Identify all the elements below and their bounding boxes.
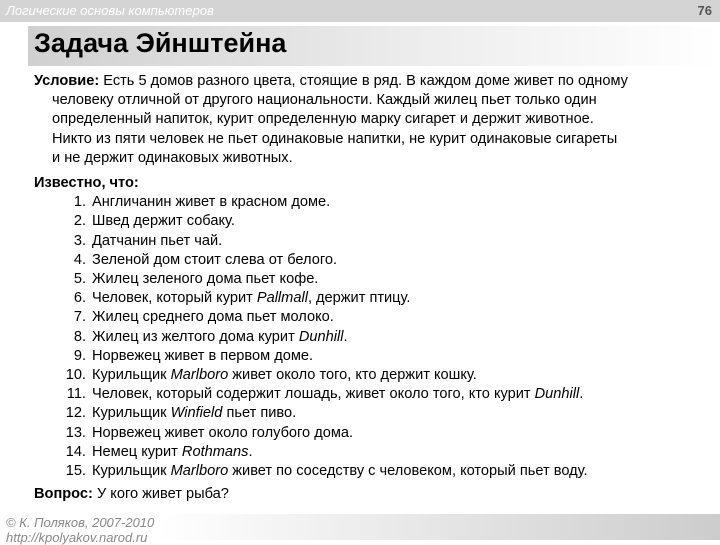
item-number: 10. <box>65 367 86 384</box>
item-number: 12. <box>65 405 86 422</box>
condition-line: и не держит одинаковых животных. <box>52 149 293 166</box>
condition-label: Условие: <box>34 73 100 89</box>
known-item <box>34 385 706 404</box>
course-title: Логические основы компьютеров <box>6 3 214 18</box>
known-item <box>34 347 706 366</box>
item-number: 14. <box>65 443 86 460</box>
item-text: Жилец зеленого дома пьет кофе. <box>92 271 319 288</box>
item-text: Человек, который курит <box>92 290 257 307</box>
item-number: 5. <box>73 271 86 288</box>
title-banner <box>28 26 720 66</box>
brand-name: Marlboro <box>170 463 229 480</box>
item-text: Датчанин пьет чай. <box>92 232 223 249</box>
copyright: © К. Поляков, 2007-2010 <box>6 515 155 530</box>
condition-block <box>34 72 706 168</box>
brand-name: Dunhill <box>534 386 580 403</box>
known-item <box>34 308 706 327</box>
known-item <box>34 193 706 212</box>
item-number: 6. <box>73 290 86 307</box>
condition-line: Никто из пяти человек не пьет одинаковые напитки, не курит одинаковые сигареты <box>52 130 618 147</box>
known-item <box>34 366 706 385</box>
item-text: Курильщик <box>92 463 171 480</box>
slide-content <box>34 72 706 504</box>
question-text: У кого живет рыба? <box>96 486 229 503</box>
item-text-tail: живет по соседству с человеком, который пьет воду. <box>228 463 588 480</box>
item-number: 13. <box>65 424 86 441</box>
item-text: Курильщик <box>92 367 171 384</box>
known-item <box>34 212 706 231</box>
known-item <box>34 270 706 289</box>
item-text: Англичанин живет в красном доме. <box>92 194 331 211</box>
item-text-tail: . <box>343 328 348 345</box>
item-text: Норвежец живет в первом доме. <box>92 347 314 364</box>
known-item <box>34 462 706 481</box>
item-text-tail: пьет пиво. <box>222 405 297 422</box>
condition-line: определенный напиток, курит определенную марку сигарет и держит животное. <box>52 111 594 128</box>
question-label: Вопрос: <box>34 486 93 503</box>
item-number: 2. <box>73 213 86 230</box>
item-text: Зеленой дом стоит слева от белого. <box>92 251 338 268</box>
known-item <box>34 404 706 423</box>
brand-name: Pallmall <box>256 290 308 307</box>
item-number: 9. <box>73 347 86 364</box>
known-item <box>34 251 706 270</box>
item-text-tail: . <box>248 443 253 460</box>
item-text-tail: . <box>579 386 584 403</box>
condition-line: человеку отличной от другого национальности. Каждый жилец пьет только один <box>52 92 597 109</box>
page-number: 76 <box>697 3 712 18</box>
item-text: Немец курит <box>92 443 182 460</box>
item-text-tail: , держит птицу. <box>307 290 411 307</box>
brand-name: Rothmans <box>181 443 249 460</box>
known-label: Известно, что: <box>34 175 139 192</box>
known-item <box>34 443 706 462</box>
item-number: 15. <box>65 463 86 480</box>
item-text: Норвежец живет около голубого дома. <box>92 424 354 441</box>
condition-first-line: Есть 5 домов разного цвета, стоящие в ряд. В каждом доме живет по одному <box>103 73 628 89</box>
author-url[interactable]: http://kpolyakov.narod.ru <box>6 530 148 545</box>
known-block <box>34 174 706 481</box>
known-list <box>34 193 706 481</box>
footer <box>0 514 720 545</box>
item-number: 8. <box>73 328 86 345</box>
slide-title: Задача Эйнштейна <box>34 28 287 58</box>
item-number: 7. <box>73 309 86 326</box>
item-text: Курильщик <box>92 405 171 422</box>
question-block <box>34 485 706 504</box>
item-text: Жилец среднего дома пьет молоко. <box>92 309 334 326</box>
item-text: Жилец из желтого дома курит <box>92 328 299 345</box>
known-item <box>34 289 706 308</box>
known-item <box>34 424 706 443</box>
item-number: 11. <box>66 386 86 403</box>
known-item <box>34 328 706 347</box>
brand-name: Marlboro <box>170 367 229 384</box>
item-number: 4. <box>73 251 86 268</box>
item-number: 3. <box>73 232 86 249</box>
item-text: Человек, который содержит лошадь, живет около того, кто курит <box>92 386 535 403</box>
known-item <box>34 232 706 251</box>
item-text-tail: живет около того, кто держит кошку. <box>228 367 477 384</box>
brand-name: Winfield <box>170 405 223 422</box>
item-text: Швед держит собаку. <box>92 213 235 230</box>
item-number: 1. <box>73 194 86 211</box>
brand-name: Dunhill <box>298 328 344 345</box>
top-bar <box>0 0 720 22</box>
